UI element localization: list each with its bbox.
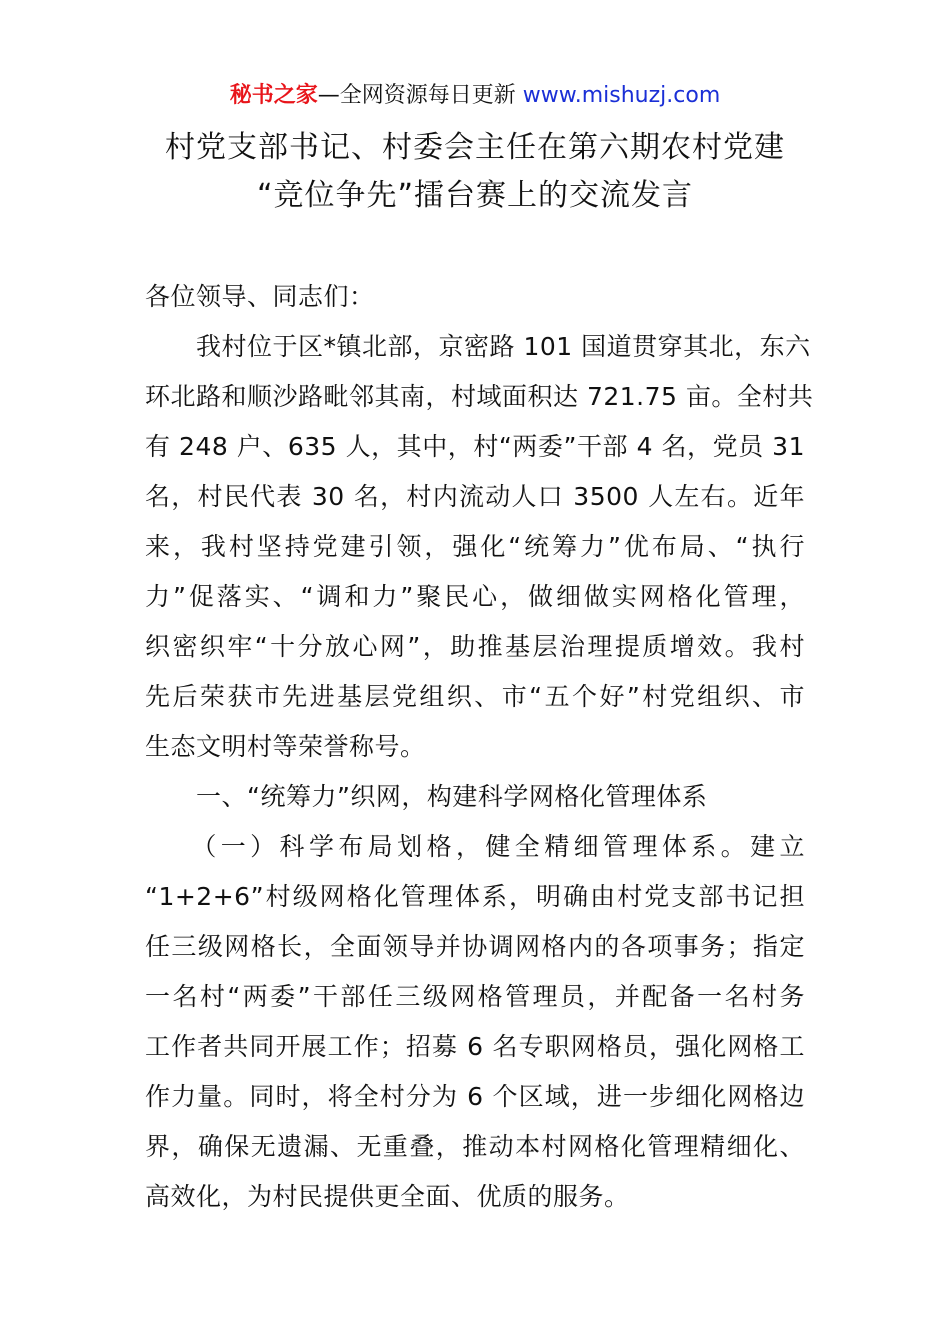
site-url-link[interactable]: www.mishuzj.com (522, 83, 721, 108)
section-heading: 一、“统筹力”织网，构建科学网格化管理体系 (145, 782, 708, 811)
body-line: 任三级网格长，全面领导并协调网格内的各项事务；指定 (145, 932, 805, 961)
body-line: 先后荣获市先进基层党组织、市“五个好”村党组织、市 (145, 682, 805, 711)
body-line: 生态文明村等荣誉称号。 (145, 732, 426, 761)
title-line-1: 村党支部书记、村委会主任在第六期农村党建 (165, 130, 785, 165)
body-line: 名，村民代表 30 名，村内流动人口 3500 人左右。近年 (145, 482, 805, 511)
body-line: 界，确保无遗漏、无重叠，推动本村网格化管理精细化、 (145, 1132, 805, 1161)
document-title (0, 124, 950, 220)
salutation: 各位领导、同志们： (145, 282, 375, 311)
body-line: 织密织牢“十分放心网”，助推基层治理提质增效。我村 (145, 632, 805, 661)
body-line: 力”促落实、“调和力”聚民心，做细做实网格化管理， (145, 582, 805, 611)
body-line: 环北路和顺沙路毗邻其南，村域面积达 721.75 亩。全村共 (145, 382, 814, 411)
body-line: “1+2+6”村级网格化管理体系，明确由村党支部书记担 (145, 882, 805, 911)
body-line: 一名村“两委”干部任三级网格管理员，并配备一名村务 (145, 982, 805, 1011)
body-line: 来，我村坚持党建引领，强化“统筹力”优布局、“执行 (145, 532, 805, 561)
body-line: 高效化，为村民提供更全面、优质的服务。 (145, 1182, 630, 1211)
body-line: 有 248 户、635 人，其中，村“两委”干部 4 名，党员 31 (145, 432, 805, 461)
body-line: 工作者共同开展工作；招募 6 名专职网格员，强化网格工 (145, 1032, 805, 1061)
document-body (145, 272, 814, 1222)
subsection-heading-line: （一）科学布局划格，健全精细管理体系。建立 (145, 832, 805, 861)
title-line-2: “竞位争先”擂台赛上的交流发言 (256, 178, 694, 213)
body-line: 作力量。同时，将全村分为 6 个区域，进一步细化网格边 (145, 1082, 805, 1111)
header-tagline: —全网资源每日更新 (317, 83, 523, 108)
brand-name: 秘书之家 (229, 83, 318, 108)
site-header (0, 80, 950, 112)
body-line: 我村位于区*镇北部，京密路 101 国道贯穿其北，东六 (145, 332, 811, 361)
